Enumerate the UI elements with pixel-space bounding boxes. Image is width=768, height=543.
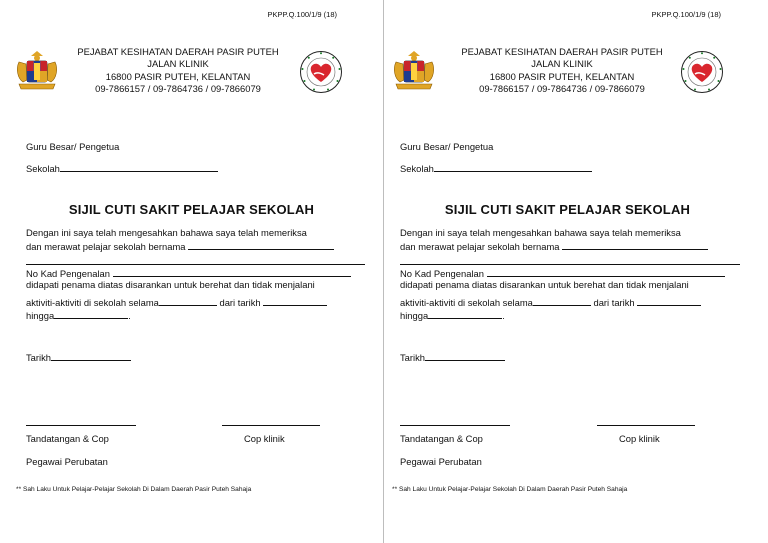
student-name-blank-line-2 xyxy=(26,264,365,265)
signature-label: Tandatangan & Cop xyxy=(400,433,483,444)
certificate-left xyxy=(0,0,383,543)
school-field xyxy=(26,162,218,174)
until-label: hingga xyxy=(26,310,55,321)
ic-label: No Kad Pengenalan xyxy=(26,268,110,279)
duration-label: aktiviti-aktiviti di sekolah selama xyxy=(26,297,159,308)
stamp-label: Cop klinik xyxy=(619,433,660,444)
signature-line xyxy=(400,425,510,426)
certificate-title: SIJIL CUTI SAKIT PELAJAR SEKOLAH xyxy=(444,202,691,217)
body-line-3: didapati penama diatas disarankan untuk berehat dan tidak menjalani xyxy=(26,279,315,290)
date-field xyxy=(400,351,505,363)
office-name: PEJABAT KESIHATAN DAERAH PASIR PUTEH xyxy=(77,46,279,57)
certificate-right xyxy=(384,0,767,543)
office-name: PEJABAT KESIHATAN DAERAH PASIR PUTEH xyxy=(461,46,663,57)
malaysia-crest-icon xyxy=(15,50,59,90)
school-field xyxy=(400,162,592,174)
office-address xyxy=(70,46,286,96)
date-label: Tarikh xyxy=(26,352,52,363)
until-field: hingga . xyxy=(400,310,505,321)
until-blank xyxy=(54,309,128,319)
addressee-label: Guru Besar/ Pengetua xyxy=(400,141,494,152)
student-name-blank-line-2 xyxy=(400,264,740,265)
school-label: Sekolah xyxy=(26,163,60,174)
from-date-blank xyxy=(637,296,701,306)
malaysia-crest-icon xyxy=(392,50,436,90)
office-address xyxy=(454,46,670,96)
until-field: hingga . xyxy=(26,310,131,321)
office-phones: 09-7866157 / 09-7864736 / 09-7866079 xyxy=(95,83,261,95)
duration-blank xyxy=(159,296,217,306)
from-date-label: dari tarikh xyxy=(593,297,635,308)
student-name-field xyxy=(400,240,708,252)
ic-field xyxy=(400,267,725,279)
student-name-field xyxy=(26,240,334,252)
date-blank xyxy=(51,351,131,361)
addressee-label: Guru Besar/ Pengetua xyxy=(26,141,120,152)
ministry-heart-logo-icon xyxy=(680,50,724,94)
date-blank xyxy=(425,351,505,361)
until-label: hingga xyxy=(400,310,429,321)
reference-code: PKPP.Q.100/1/9 (18) xyxy=(267,10,337,19)
office-phones: 09-7866157 / 09-7864736 / 09-7866079 xyxy=(479,83,645,95)
body-line-3: didapati penama diatas disarankan untuk berehat dan tidak menjalani xyxy=(400,279,689,290)
date-label: Tarikh xyxy=(400,352,426,363)
officer-label: Pegawai Perubatan xyxy=(26,456,108,467)
date-field xyxy=(26,351,131,363)
signature-line xyxy=(26,425,136,426)
ministry-heart-logo-icon xyxy=(299,50,343,94)
student-name-blank xyxy=(188,240,334,250)
from-date-label: dari tarikh xyxy=(219,297,261,308)
student-name-label: dan merawat pelajar sekolah bernama xyxy=(26,241,186,252)
office-street: JALAN KLINIK xyxy=(531,58,593,70)
validity-footnote: ** Sah Laku Untuk Pelajar-Pelajar Sekolah Di Dalam Daerah Pasir Puteh Sahaja xyxy=(16,486,252,493)
stamp-label: Cop klinik xyxy=(244,433,285,444)
student-name-blank xyxy=(562,240,708,250)
office-street: JALAN KLINIK xyxy=(147,58,209,70)
from-date-blank xyxy=(263,296,327,306)
school-label: Sekolah xyxy=(400,163,434,174)
ic-label: No Kad Pengenalan xyxy=(400,268,484,279)
reference-code: PKPP.Q.100/1/9 (18) xyxy=(651,10,721,19)
office-city: 16800 PASIR PUTEH, KELANTAN xyxy=(105,70,251,82)
duration-blank xyxy=(533,296,591,306)
ic-blank xyxy=(113,267,351,277)
ic-blank xyxy=(487,267,725,277)
ic-field xyxy=(26,267,351,279)
body-line-1: Dengan ini saya telah mengesahkan bahawa saya telah memeriksa xyxy=(26,227,307,238)
validity-footnote: ** Sah Laku Untuk Pelajar-Pelajar Sekolah Di Dalam Daerah Pasir Puteh Sahaja xyxy=(392,486,628,493)
stamp-line xyxy=(597,425,695,426)
student-name-label: dan merawat pelajar sekolah bernama xyxy=(400,241,560,252)
school-blank xyxy=(434,162,592,172)
officer-label: Pegawai Perubatan xyxy=(400,456,482,467)
certificate-title: SIJIL CUTI SAKIT PELAJAR SEKOLAH xyxy=(68,202,315,217)
signature-label: Tandatangan & Cop xyxy=(26,433,109,444)
office-city: 16800 PASIR PUTEH, KELANTAN xyxy=(489,70,635,82)
duration-label: aktiviti-aktiviti di sekolah selama xyxy=(400,297,533,308)
leave-duration-field xyxy=(26,296,327,308)
body-line-1: Dengan ini saya telah mengesahkan bahawa saya telah memeriksa xyxy=(400,227,681,238)
until-blank xyxy=(428,309,502,319)
leave-duration-field xyxy=(400,296,701,308)
school-blank xyxy=(60,162,218,172)
stamp-line xyxy=(222,425,320,426)
